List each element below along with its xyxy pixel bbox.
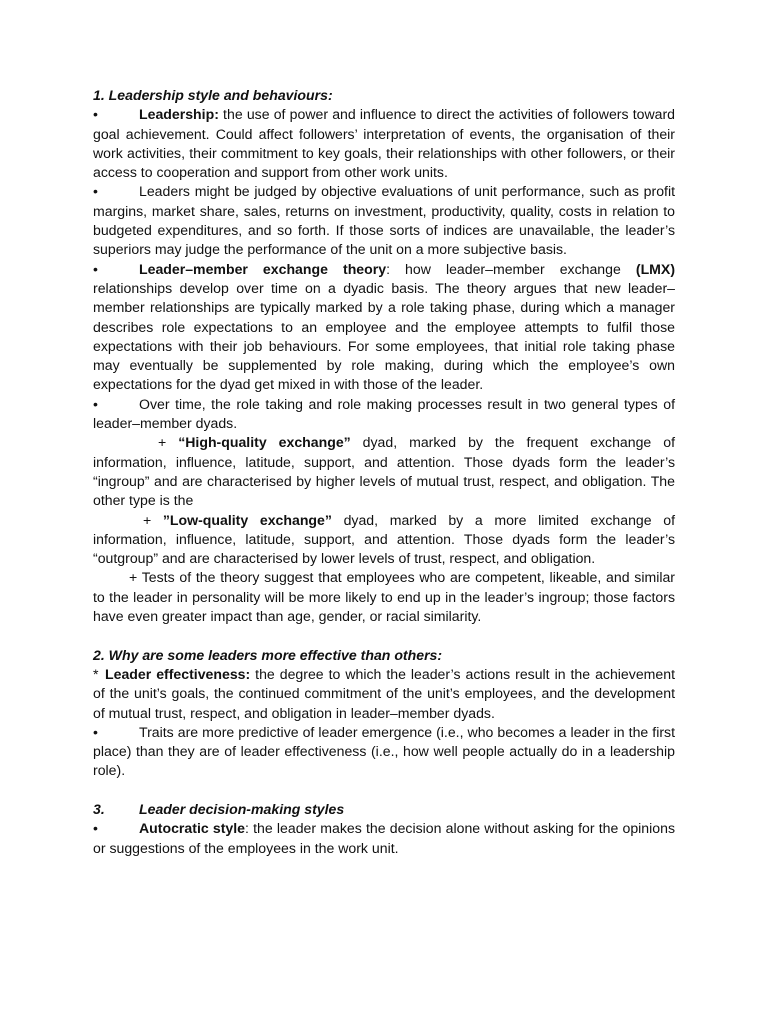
document-page [93, 86, 675, 858]
s1-sub-tests [93, 568, 675, 626]
s2-bullet-2-text: Traits are more predictive of leader emergence (i.e., who becomes a leader in the first place) than they are of leader effectiveness (i.e., how well people actually do in a leadership role). [93, 723, 675, 779]
bullet-marker: • [93, 183, 98, 200]
term-autocratic: Autocratic style [139, 820, 246, 837]
s1-sub-high-quality [93, 433, 675, 510]
s1-bullet-3-text-b: relationships develop over time on a dyadic basis. The theory argues that new leader–member relationships are typically marked by a role taking phase, during which a manager describes role expectations to an employee and the employee attempts to fulfil those expectations with their job behaviours. For some employees, that initial role taking phase may eventually be supplemented by role making, during which the employee’s own expectations for the dyad get mixed in with those of the leader. [93, 279, 675, 393]
s1-bullet-lmx [93, 260, 675, 395]
s1-bullet-leadership [93, 105, 675, 182]
bullet-marker: • [93, 820, 98, 837]
s2-bullet-effectiveness [93, 665, 675, 723]
term-leadership: Leadership: [139, 106, 219, 123]
s2-bullet-traits [93, 723, 675, 781]
s1-bullet-judged [93, 182, 675, 259]
term-high-quality: “High-quality exchange” [178, 434, 351, 451]
spacer [93, 626, 675, 645]
bullet-marker: • [93, 106, 98, 123]
section-3-number: 3. [93, 800, 105, 817]
s1-sub-1-text: dyad, marked by the frequent exchange of information, influence, latitude, support, and attention. Those dyads form the leader’s “ingroup” and are characterised by higher levels of mutual trust, respect, and obligation. The other type is the [93, 434, 675, 509]
section-3-heading: Leader decision-making styles [139, 800, 345, 817]
section-3-heading-row [93, 800, 675, 819]
bullet-marker: • [93, 723, 98, 740]
term-lmx-theory: Leader–member exchange theory [139, 260, 387, 277]
bullet-marker: * [93, 665, 99, 682]
spacer [93, 781, 675, 800]
section-1-heading: 1. Leadership style and behaviours: [93, 87, 333, 103]
s1-bullet-3-text-a: : how leader–member exchange [386, 260, 636, 277]
bullet-marker: • [93, 395, 98, 412]
term-leader-effectiveness: Leader effectiveness: [105, 665, 251, 682]
bullet-marker: • [93, 260, 98, 277]
s1-bullet-2-text: Leaders might be judged by objective evaluations of unit performance, such as profit margins, market share, sales, returns on investment, productivity, quality, costs in relation to budgeted expenditures, and so forth. If those sorts of indices are unavailable, the leader’s superiors may judge the performance of the unit on a more subjective basis. [93, 183, 675, 258]
term-lmx: (LMX) [635, 260, 676, 277]
s1-sub-3-text: + Tests of the theory suggest that employees who are competent, likeable, and similar to the leader in personality will be more likely to end up in the leader’s ingroup; those factors have even greater impact than age, gender, or racial similarity. [93, 569, 675, 625]
term-low-quality: ”Low-quality exchange” [162, 511, 332, 528]
s3-bullet-1-text: : the leader makes the decision alone without asking for the opinions or suggestions of the employees in the work unit. [93, 820, 675, 856]
s1-sub-low-quality [93, 511, 675, 569]
section-2-heading: 2. Why are some leaders more effective than others: [93, 646, 443, 663]
s1-bullet-4-text: Over time, the role taking and role making processes result in two general types of leader–member dyads. [93, 395, 675, 432]
s3-bullet-autocratic [93, 819, 675, 858]
s1-sub-2-text: dyad, marked by a more limited exchange of information, influence, latitude, support, and attention. Those dyads form the leader’s “outgroup” and are characterised by lower levels of trust, respect, and obligation. [93, 511, 675, 567]
sub-prefix: + [158, 434, 179, 451]
sub-prefix: + [143, 511, 163, 528]
s1-bullet-1-text: the use of power and influence to direct the activities of followers toward goal achievement. Could affect followers’ interpretation of events, the organisation of their work activities, their commitment to key goals, their relationships with other followers, or their access to cooperation and support from other work units. [93, 106, 675, 181]
s1-bullet-over-time [93, 395, 675, 434]
s2-bullet-1-text: the degree to which the leader’s actions result in the achievement of the unit’s goals, the continued commitment of the unit’s employees, and the development of mutual trust, respect, and obligation in leader–member dyads. [93, 665, 675, 721]
